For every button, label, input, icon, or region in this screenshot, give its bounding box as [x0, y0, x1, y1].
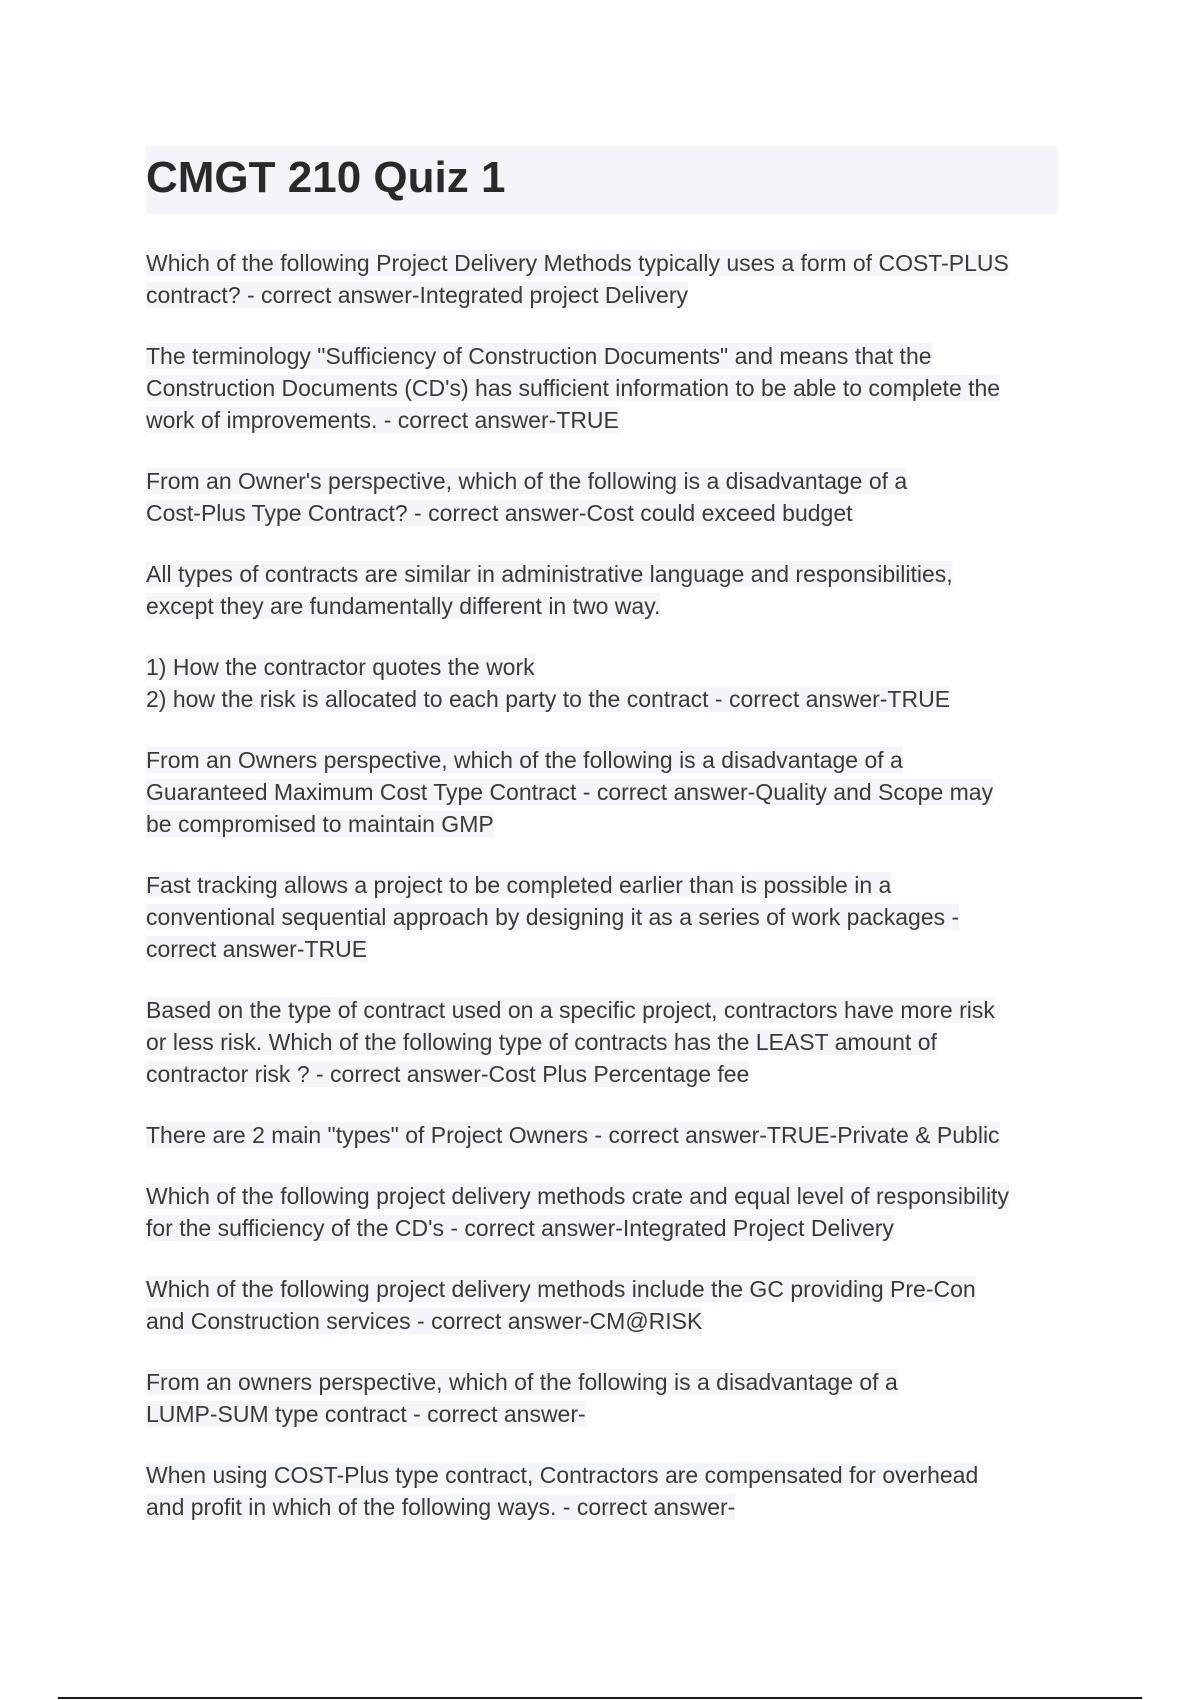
qa-line: [146, 744, 1058, 776]
qa-line: [146, 651, 1058, 683]
qa-line: [146, 1273, 1058, 1305]
qa-line-text: and Construction services - correct answer-CM@RISK: [146, 1308, 703, 1334]
qa-line-text: 2) how the risk is allocated to each party to the contract - correct answer-TRUE: [146, 686, 951, 712]
qa-item: [146, 1119, 1058, 1151]
qa-line: [146, 1180, 1058, 1212]
qa-line: [146, 1459, 1058, 1491]
qa-line-text: Which of the following project delivery methods crate and equal level of responsibility: [146, 1183, 1009, 1209]
qa-line-text: Which of the following Project Delivery Methods typically uses a form of COST-PLUS: [146, 250, 1009, 276]
qa-line: [146, 279, 1058, 311]
qa-line: [146, 465, 1058, 497]
qa-line: [146, 247, 1058, 279]
qa-line-text: for the sufficiency of the CD's - correct answer-Integrated Project Delivery: [146, 1215, 894, 1241]
qa-item: [146, 1366, 1058, 1430]
qa-line-text: From an Owners perspective, which of the following is a disadvantage of a: [146, 747, 903, 773]
qa-line: [146, 1119, 1058, 1151]
document-title: CMGT 210 Quiz 1: [146, 153, 506, 202]
qa-line-text: The terminology "Sufficiency of Construction Documents" and means that the: [146, 343, 932, 369]
qa-line-text: be compromised to maintain GMP: [146, 811, 494, 837]
qa-line: [146, 933, 1058, 965]
qa-line-text: From an Owner's perspective, which of the following is a disadvantage of a: [146, 468, 908, 494]
qa-line: [146, 776, 1058, 808]
qa-line-text: work of improvements. - correct answer-TRUE: [146, 407, 619, 433]
qa-line-text: Fast tracking allows a project to be completed earlier than is possible in a: [146, 872, 892, 898]
qa-line: [146, 869, 1058, 901]
qa-item: [146, 247, 1058, 311]
qa-line: [146, 1058, 1058, 1090]
qa-item: [146, 1273, 1058, 1337]
title-block: [146, 146, 1058, 214]
qa-line-text: When using COST-Plus type contract, Contractors are compensated for overhead: [146, 1462, 979, 1488]
qa-line: [146, 808, 1058, 840]
qa-line: [146, 404, 1058, 436]
qa-line-text: except they are fundamentally different in two way.: [146, 593, 661, 619]
qa-line-text: correct answer-TRUE: [146, 936, 368, 962]
qa-line: [146, 901, 1058, 933]
qa-item: [146, 558, 1058, 622]
qa-line: [146, 590, 1058, 622]
qa-line-text: 1) How the contractor quotes the work: [146, 654, 535, 680]
qa-line-text: Based on the type of contract used on a specific project, contractors have more risk: [146, 997, 995, 1023]
footer-divider: [58, 1697, 1142, 1699]
qa-list: [146, 247, 1058, 1523]
qa-line-text: LUMP-SUM type contract - correct answer-: [146, 1401, 586, 1427]
qa-line: [146, 558, 1058, 590]
qa-line-text: contractor risk ? - correct answer-Cost Plus Percentage fee: [146, 1061, 750, 1087]
qa-item: [146, 1180, 1058, 1244]
qa-line-text: Cost-Plus Type Contract? - correct answer-Cost could exceed budget: [146, 500, 853, 526]
qa-line: [146, 340, 1058, 372]
qa-line: [146, 994, 1058, 1026]
qa-line-text: From an owners perspective, which of the following is a disadvantage of a: [146, 1369, 898, 1395]
qa-line: [146, 1398, 1058, 1430]
qa-line: [146, 1305, 1058, 1337]
qa-line-text: conventional sequential approach by designing it as a series of work packages -: [146, 904, 960, 930]
qa-line-text: All types of contracts are similar in administrative language and responsibilities,: [146, 561, 953, 587]
qa-item: [146, 1459, 1058, 1523]
qa-line-text: contract? - correct answer-Integrated project Delivery: [146, 282, 688, 308]
qa-item: [146, 994, 1058, 1090]
qa-item: [146, 744, 1058, 840]
qa-line-text: and profit in which of the following ways. - correct answer-: [146, 1494, 736, 1520]
qa-line: [146, 497, 1058, 529]
qa-line-text: Guaranteed Maximum Cost Type Contract - correct answer-Quality and Scope may: [146, 779, 994, 805]
qa-line: [146, 1026, 1058, 1058]
qa-line-text: or less risk. Which of the following type of contracts has the LEAST amount of: [146, 1029, 937, 1055]
document-page: [146, 146, 1058, 1552]
qa-item: [146, 340, 1058, 436]
qa-line-text: Which of the following project delivery methods include the GC providing Pre-Con: [146, 1276, 976, 1302]
qa-line: [146, 1212, 1058, 1244]
qa-item: [146, 651, 1058, 715]
qa-line: [146, 1491, 1058, 1523]
qa-line: [146, 372, 1058, 404]
qa-item: [146, 465, 1058, 529]
qa-line: [146, 1366, 1058, 1398]
qa-item: [146, 869, 1058, 965]
qa-line-text: Construction Documents (CD's) has sufficient information to be able to complete the: [146, 375, 1001, 401]
qa-line-text: There are 2 main "types" of Project Owners - correct answer-TRUE-Private & Public: [146, 1122, 1000, 1148]
qa-line: [146, 683, 1058, 715]
